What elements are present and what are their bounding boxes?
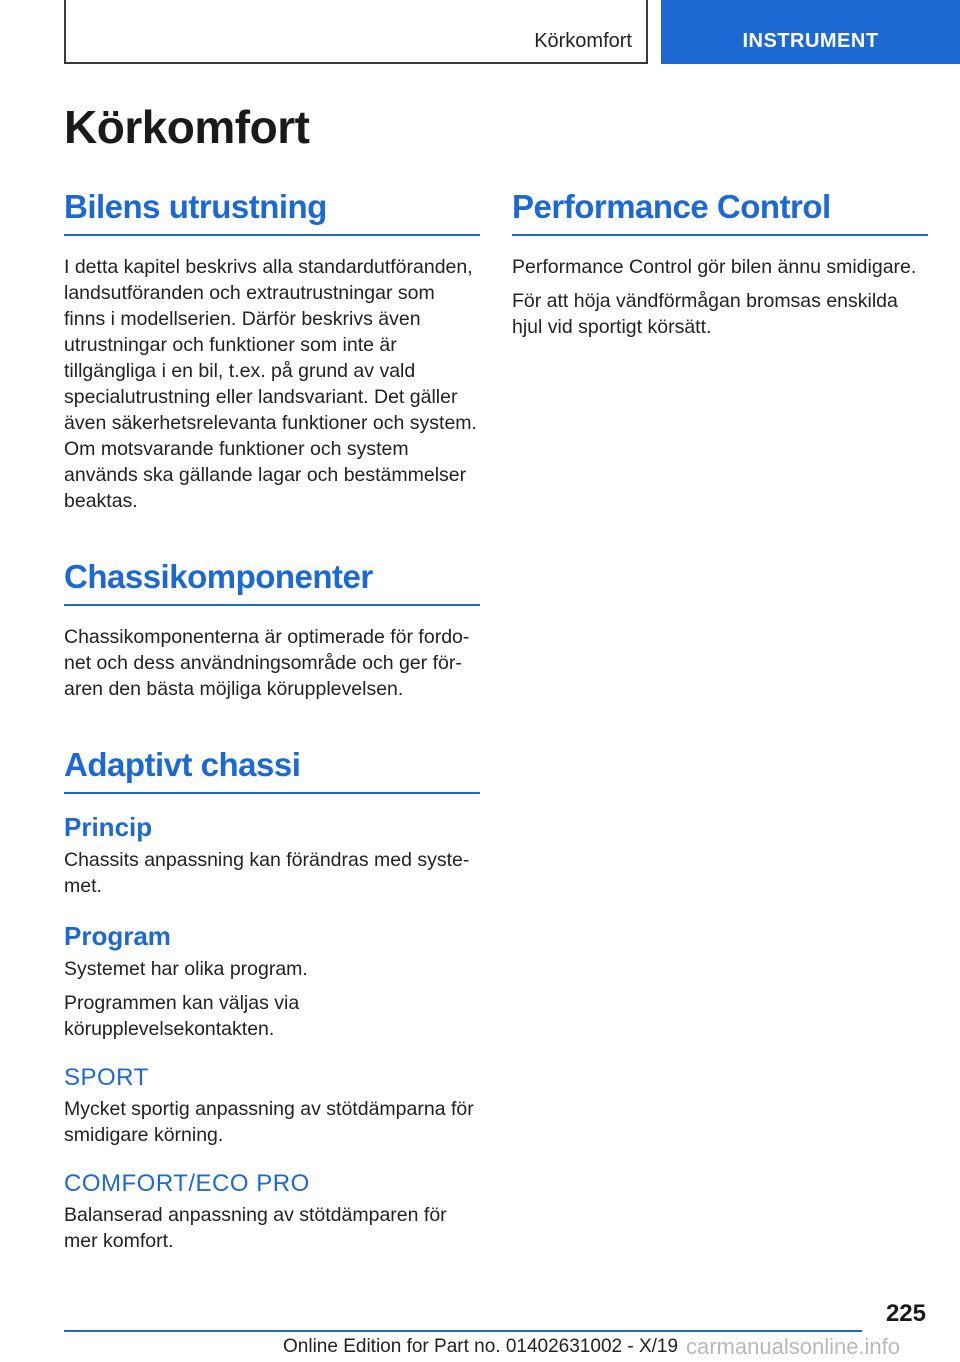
subheading-program: Program [64,921,171,951]
section-heading-chassikomponenter: Chassikomponenter [64,558,480,606]
subheading-princip: Princip [64,812,153,842]
section-performance-control [512,188,928,340]
page-title: Körkomfort [64,101,310,153]
header-section-label: Körkomfort [534,30,632,52]
text-performance-control-1: Performance Control gör bilen ännu smidigare. [512,256,917,278]
section-chassikomponenter [64,558,480,702]
section-text-chassikomponenter: Chassikomponenterna är optimerade för fordonet och dess användningsområde och ger föraren den bästa möjliga körupplevelsen. [64,626,470,700]
left-column [64,188,480,1276]
section-adaptivt-chassi [64,746,480,1254]
footer-divider [64,1330,862,1332]
header-chapter-tab [661,0,960,64]
section-heading-bilens-utrustning: Bilens utrustning [64,188,480,236]
section-heading-adaptivt-chassi: Adaptivt chassi [64,746,480,794]
header-section-tab [64,0,648,64]
subsection-sport [64,1064,480,1148]
section-heading-performance-control: Performance Control [512,188,928,236]
page-number: 225 [885,1300,926,1327]
right-column [512,188,928,348]
subsection-program [64,921,480,1042]
text-program-2: Programmen kan väljas via körupplevelsekontakten. [64,992,300,1040]
text-performance-control-2: För att höja vändförmågan bromsas enskilda hjul vid sportigt körsätt. [512,290,898,338]
watermark: carmanualsonline.info [686,1334,901,1359]
subheading-comfort-eco-pro: COMFORT/ECO PRO [64,1170,310,1197]
header-chapter-label: INSTRUMENT [742,30,879,52]
section-bilens-utrustning [64,188,480,514]
edition-text: Online Edition for Part no. 01402631002 - X/19 [283,1336,679,1357]
text-comfort-eco-pro: Balanserad anpassning av stötdämparen för mer komfort. [64,1204,447,1252]
text-sport: Mycket sportig anpassning av stötdämparna för smidigare körning. [64,1098,474,1146]
subsection-princip [64,812,480,899]
text-program-1: Systemet har olika program. [64,958,308,980]
text-princip: Chassits anpassning kan förändras med systemet. [64,849,470,897]
subheading-sport: SPORT [64,1064,149,1091]
subsection-comfort-eco-pro [64,1170,480,1254]
section-text-bilens-utrustning: I detta kapitel beskrivs alla standardutföranden, landsutföranden och extrautrustningar som finns i modellserien. Därför beskrivs även utrustningar och funktioner som inte är tillgängliga i en bil, t.ex. på grund av vald specialutrustning eller landsvariant. Det gäller även säkerhetsrelevanta funktioner och system. Om motsvarande funktioner och system används ska gällande lagar och bestämmelser beaktas. [64,256,477,512]
